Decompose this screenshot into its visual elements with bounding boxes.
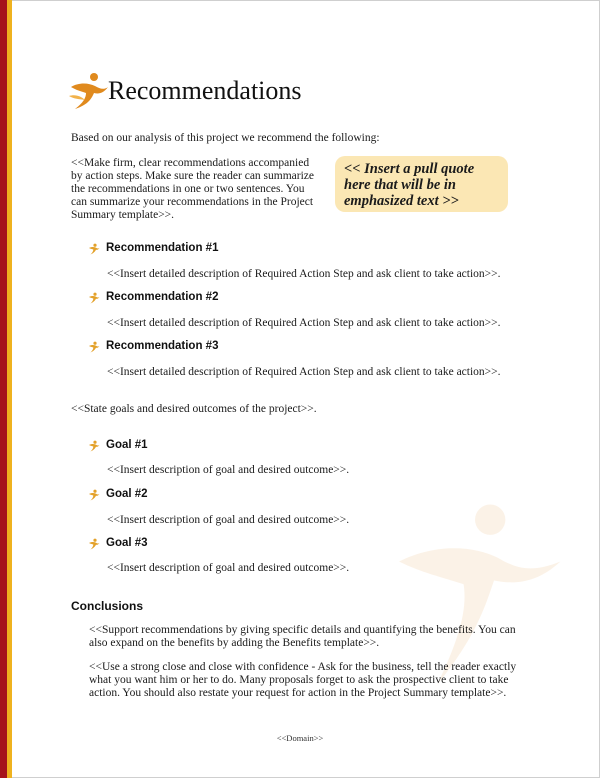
recommendation-heading-1 <box>88 242 218 255</box>
dancer-bullet-icon <box>88 292 100 304</box>
dancer-bullet-icon <box>88 489 100 501</box>
goal-description-2: <<Insert description of goal and desired outcome>>. <box>107 514 350 526</box>
page-title: Recommendations <box>108 76 302 105</box>
left-stripe-red <box>0 0 7 778</box>
goal-heading-3 <box>88 537 148 550</box>
goal-heading-2 <box>88 488 148 501</box>
goals-intro-text: <<State goals and desired outcomes of the project>>. <box>71 403 317 415</box>
goal-label: Goal #3 <box>106 537 148 549</box>
dancer-bullet-icon <box>88 440 100 452</box>
recommendations-summary-placeholder: <<Make firm, clear recommendations accompanied by action steps. Make sure the reader can summarize the recommendations in one or two sentences. You can summarize your recommendations in the Project Summary template>>. <box>71 157 314 221</box>
goal-heading-1 <box>88 439 148 452</box>
goal-label: Goal #1 <box>106 439 148 451</box>
recommendation-heading-3 <box>88 340 218 353</box>
recommendation-description-2: <<Insert detailed description of Required Action Step and ask client to take action>>. <box>107 317 501 329</box>
recommendation-label: Recommendation #1 <box>106 242 219 254</box>
goal-description-1: <<Insert description of goal and desired outcome>>. <box>107 464 350 476</box>
recommendation-description-3: <<Insert detailed description of Required Action Step and ask client to take action>>. <box>107 366 501 378</box>
recommendation-description-1: <<Insert detailed description of Required Action Step and ask client to take action>>. <box>107 268 501 280</box>
dancer-bullet-icon <box>88 538 100 550</box>
conclusions-paragraph-1: <<Support recommendations by giving specific details and quantifying the benefits. You can also expand on the benefits by adding the Benefits template>>. <box>89 624 516 649</box>
recommendation-label: Recommendation #3 <box>106 340 219 352</box>
goal-label: Goal #2 <box>106 488 148 500</box>
intro-text: Based on our analysis of this project we recommend the following: <box>71 132 380 144</box>
goal-description-3: <<Insert description of goal and desired outcome>>. <box>107 562 350 574</box>
dancer-bullet-icon <box>88 341 100 353</box>
conclusions-heading: Conclusions <box>71 599 144 613</box>
recommendation-heading-2 <box>88 291 218 304</box>
pull-quote-box: << Insert a pull quote here that will be in emphasized text >> <box>335 156 508 212</box>
conclusions-paragraph-2: <<Use a strong close and close with confidence - Ask for the business, tell the reader exactly what you want him or her to do. Many proposals forget to ask the prospective client to take action. You should also restate your request for action in the Project Summary template>>. <box>89 661 517 699</box>
page-footer: <<Domain>> <box>276 733 324 743</box>
dancer-logo-icon <box>67 70 109 110</box>
recommendation-label: Recommendation #2 <box>106 291 219 303</box>
left-stripe-gold <box>7 0 12 778</box>
dancer-bullet-icon <box>88 243 100 255</box>
